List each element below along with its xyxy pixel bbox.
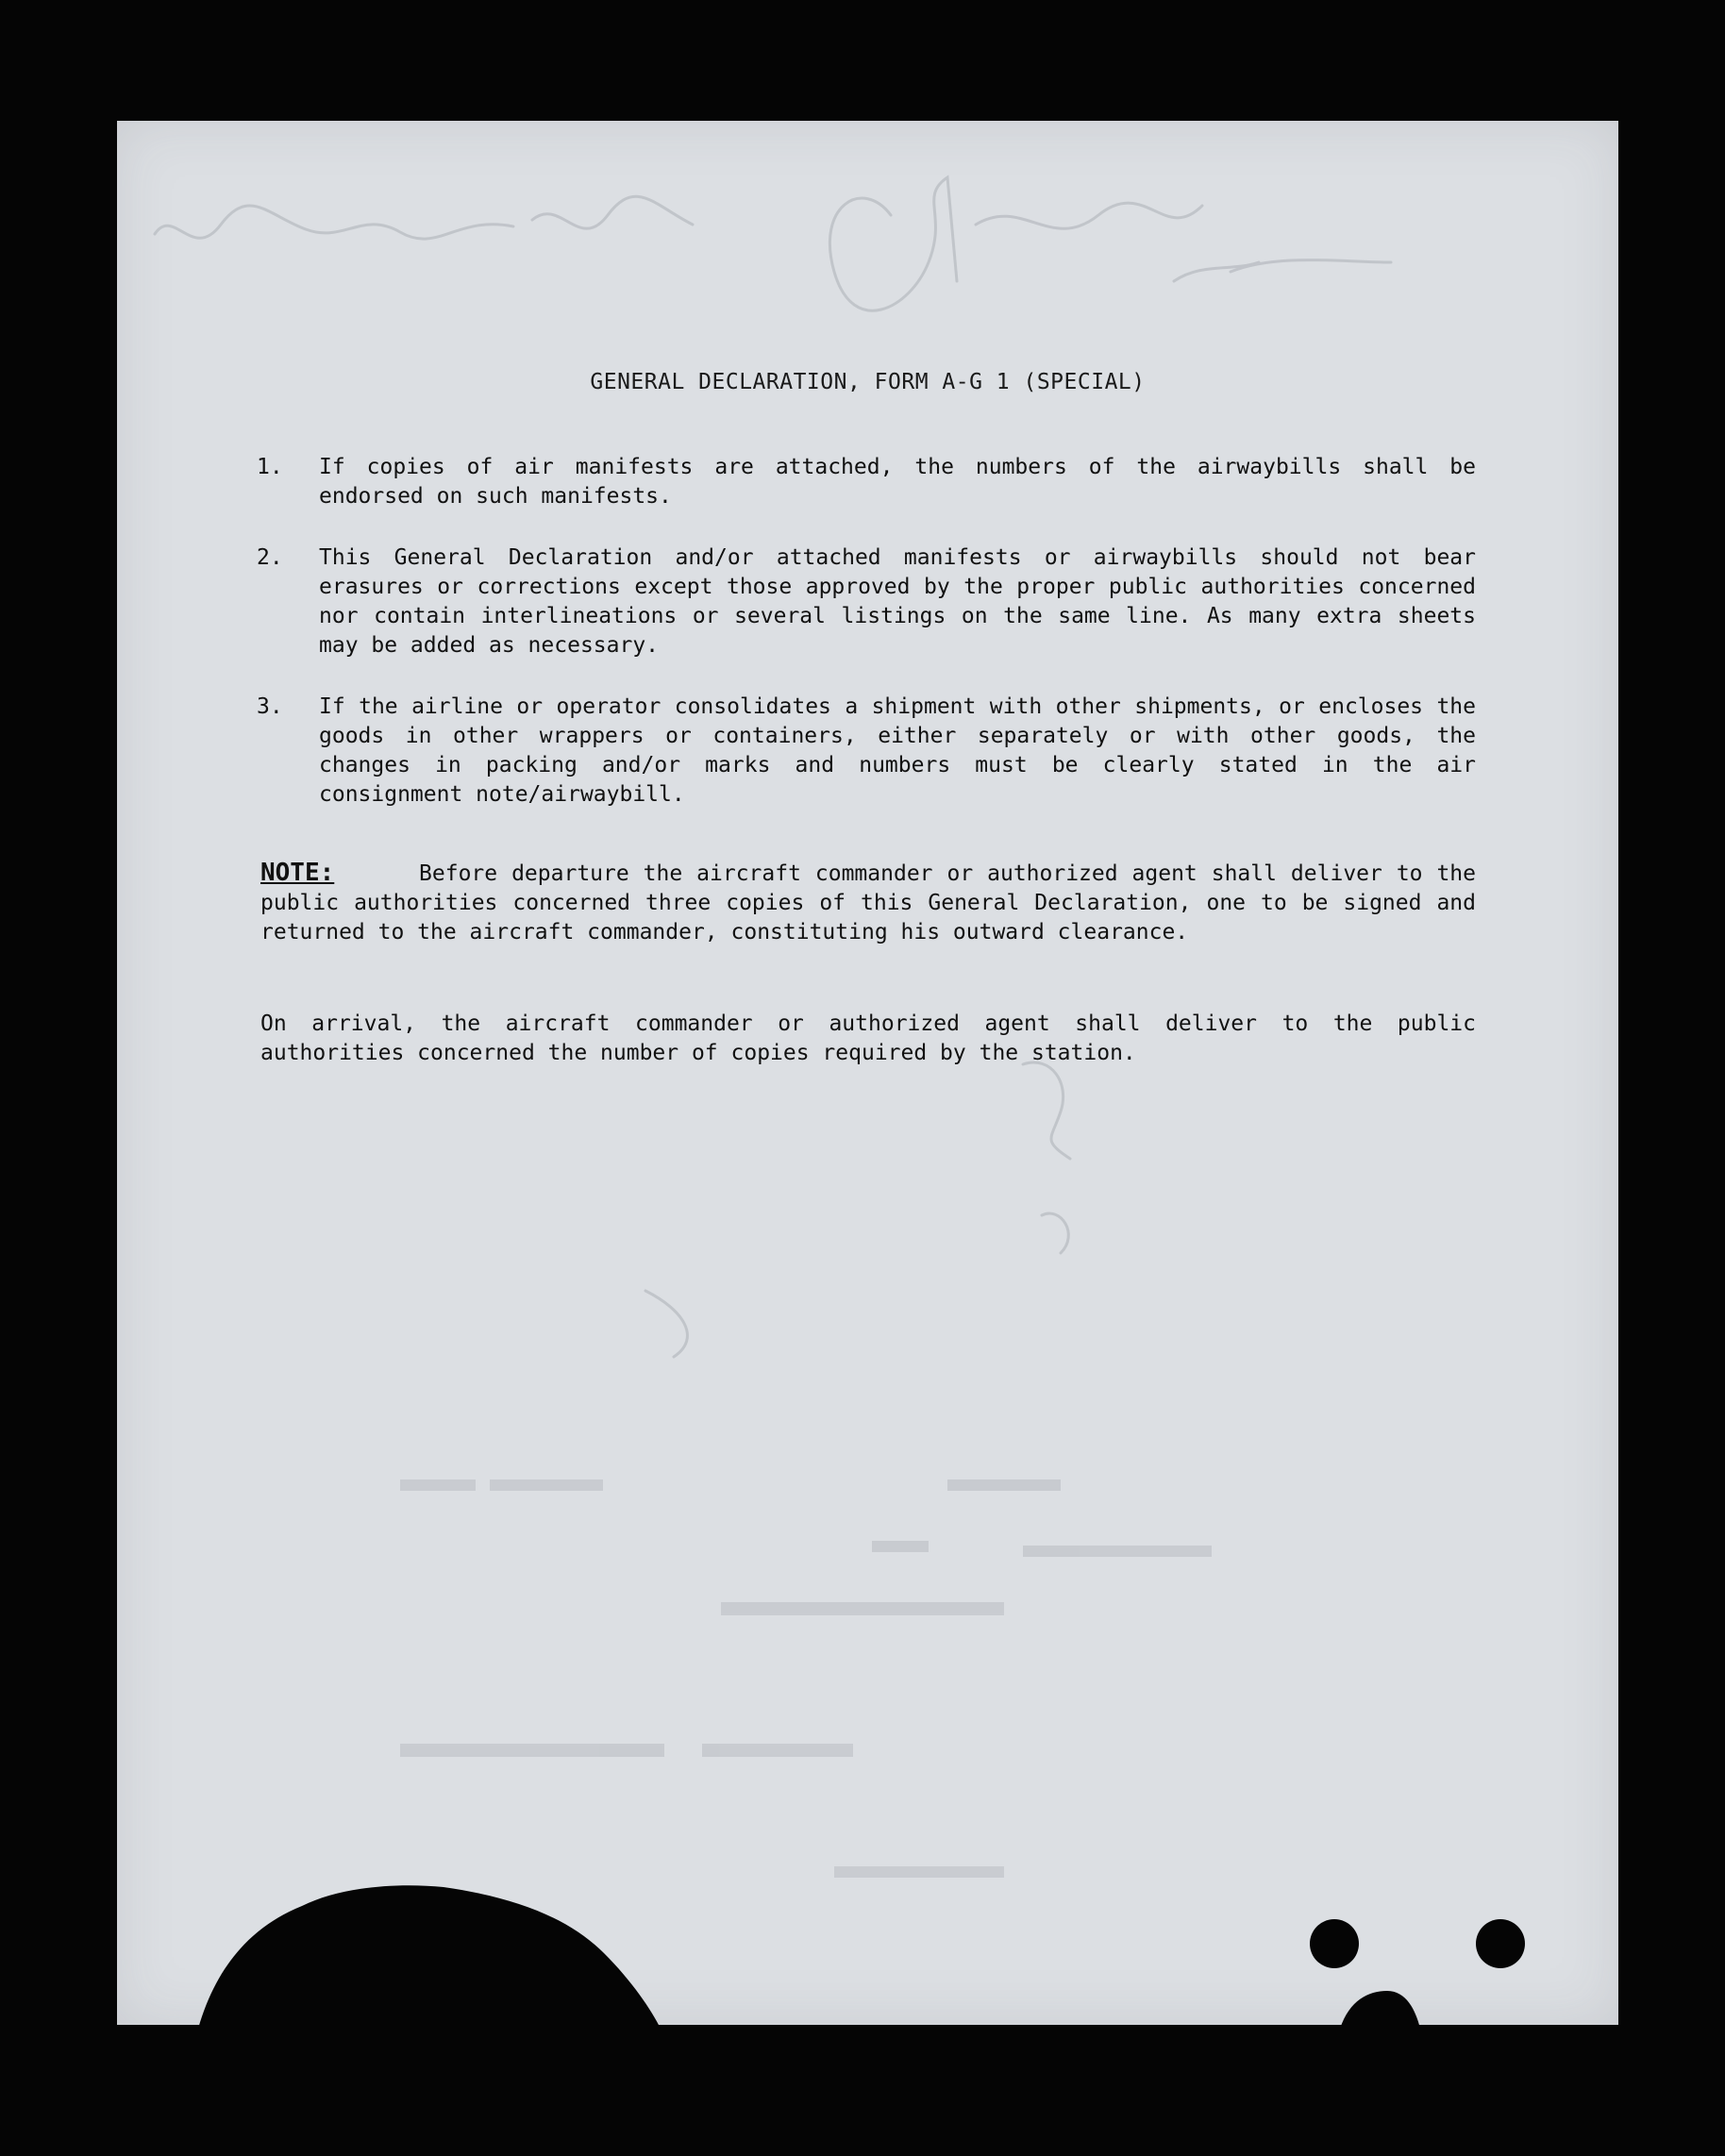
document-title: GENERAL DECLARATION, FORM A-G 1 (SPECIAL) — [590, 370, 1146, 394]
item-text: If the airline or operator consolidates a shipment with other shipments, or encloses the goods in other wrappers or containers, either separately or with other goods, the changes in packing and/or marks and numbers must be clearly stated in the air consignment note/airwaybill. — [319, 694, 1476, 807]
item-text: This General Declaration and/or attached manifests or airwaybills should not bear erasures or corrections except those approved by the proper public authorities concerned nor contain interlineations or several listings on the same line. As many extra sheets may be added as necessary. — [319, 545, 1476, 658]
punch-hole — [1476, 1919, 1525, 1968]
item-number: 3. — [257, 694, 283, 719]
bleed-through-marks — [117, 121, 1618, 2025]
note-text: Before departure the aircraft commander or authorized agent shall deliver to the public authorities concerned three copies of this General Declaration, one to be signed and returned to the aircraft commander, constituting his outward clearance. — [260, 861, 1477, 944]
item-number: 1. — [257, 455, 283, 479]
document-page — [117, 121, 1618, 2025]
punch-hole — [1310, 1919, 1359, 1968]
note-paragraph — [260, 859, 1476, 947]
note-label: NOTE: — [260, 859, 335, 887]
list-item — [257, 543, 1476, 660]
arrival-text: On arrival, the aircraft commander or authorized agent shall deliver to the public authorities concerned the number of copies required by the station. — [260, 1011, 1476, 1065]
arrival-paragraph — [260, 1010, 1476, 1068]
item-number: 2. — [257, 545, 283, 570]
list-item — [257, 693, 1476, 810]
list-item — [257, 453, 1476, 511]
item-text: If copies of air manifests are attached, the numbers of the airwaybills shall be endorsed on such manifests. — [319, 455, 1476, 509]
